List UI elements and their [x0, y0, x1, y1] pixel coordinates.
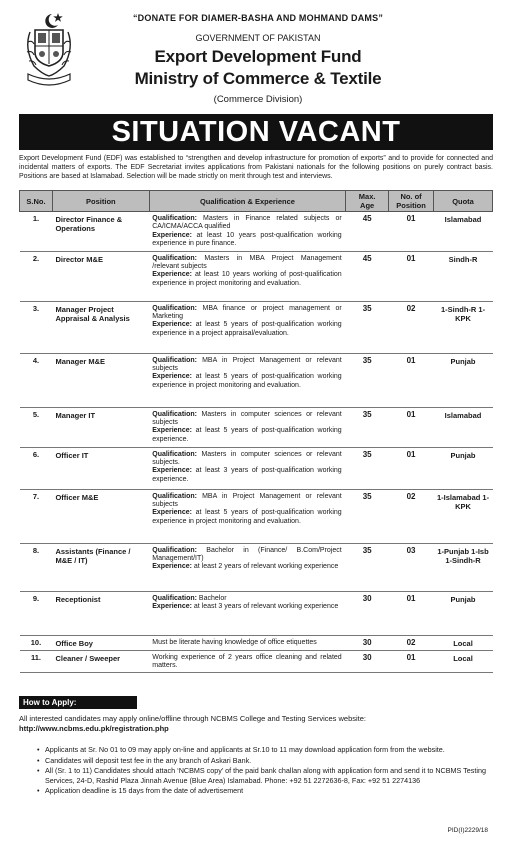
row-quota: 1-Sindh-R 1-KPK: [434, 301, 493, 353]
row-sno: 4.: [20, 353, 53, 407]
qualification-text: Masters in computer sciences or relevant subjects: [152, 410, 342, 427]
experience-label: Experience:: [152, 509, 192, 517]
row-sno: 1.: [20, 212, 53, 252]
intro-paragraph: Export Development Fund (EDF) was established to “strengthen and develop infrastructure for promotion of exports” and to provide for connected and incidental matters of exports. The EDF Secretariat invites applications from Pakistani nationals for the following positions on purely contract basis. Positions are based at Islamabad. Selection will be made strictly on merit through test and interviews.: [19, 155, 493, 180]
qualification-text: Working experience of 2 years office cleaning and related matters.: [152, 653, 342, 670]
organization-name: Export Development Fund: [154, 47, 362, 66]
qualification-text: Bachelor in (Finance/ B.Com/Project Management/IT): [152, 546, 342, 563]
row-qualification: [149, 301, 345, 353]
header-qualification: Qualification & Experience: [149, 191, 345, 212]
row-no-of-position: 01: [389, 650, 434, 673]
experience-text: at least 5 years of post-qualification working experience in project monitoring and evaluation.: [152, 509, 342, 525]
pid-number: PID(I)2229/18: [447, 827, 488, 834]
qualification-label: Qualification:: [152, 215, 197, 222]
row-qualification: [149, 251, 345, 301]
row-max-age: 35: [346, 353, 389, 407]
row-no-of-position: 01: [389, 591, 434, 635]
header-max-age: [346, 191, 389, 212]
situation-vacant-banner: SITUATION VACANT: [19, 114, 493, 150]
row-quota: Local: [434, 635, 493, 650]
row-position: Manager Project Appraisal & Analysis: [52, 301, 149, 353]
row-quota: Punjab: [434, 353, 493, 407]
row-quota: Islamabad: [434, 407, 493, 447]
row-max-age: 30: [346, 650, 389, 673]
table-row: [20, 543, 493, 591]
qualification-text: Masters in computer sciences or relevant subjects.: [152, 450, 342, 467]
table-row: [20, 650, 493, 673]
table-row: [20, 447, 493, 489]
row-max-age: 45: [346, 212, 389, 252]
header-count-line1: No. of: [400, 192, 422, 201]
row-quota: Punjab: [434, 591, 493, 635]
header: [0, 0, 516, 114]
row-max-age: 45: [346, 251, 389, 301]
row-qualification: [149, 650, 345, 673]
qualification-label: Qualification:: [152, 254, 197, 262]
experience-label: Experience:: [152, 373, 192, 381]
table-row: [20, 301, 493, 353]
row-quota: Local: [434, 650, 493, 673]
qualification-text: Masters in MBA Project Management /relevant subjects: [152, 254, 342, 271]
header-quota: Quota: [434, 191, 493, 212]
row-no-of-position: 01: [389, 447, 434, 489]
table-row: [20, 407, 493, 447]
row-quota: Islamabad: [434, 212, 493, 252]
slogan: “DONATE FOR DIAMER-BASHA AND MOHMAND DAMS”: [132, 13, 384, 23]
row-position: Officer IT: [52, 447, 149, 489]
government-name: GOVERNMENT OF PAKISTAN: [195, 33, 321, 43]
qualification-text: MBA in Project Management or relevant subjects: [152, 356, 342, 373]
qualification-text: MBA in Project Management or relevant subjects: [152, 492, 342, 509]
row-max-age: 30: [346, 635, 389, 650]
row-qualification: [149, 447, 345, 489]
experience-text: at least 10 years post-qualification working experience in pure finance.: [152, 231, 342, 248]
experience-text: at least 5 years of post-qualification working experience in a project appraisal/evaluation.: [152, 321, 342, 337]
row-max-age: 35: [346, 407, 389, 447]
row-position: Assistants (Finance / M&E / IT): [52, 543, 149, 591]
experience-text: at least 3 years of post-qualification working experience.: [152, 467, 342, 483]
qualification-label: Qualification:: [152, 304, 197, 312]
row-position: Director M&E: [52, 251, 149, 301]
experience-label: Experience:: [152, 467, 192, 475]
table-row: [20, 251, 493, 301]
row-no-of-position: 01: [389, 353, 434, 407]
table-header-row: [20, 191, 493, 212]
header-age-line1: Max.: [358, 192, 376, 201]
row-no-of-position: 01: [389, 251, 434, 301]
header-sno: S.No.: [20, 191, 53, 212]
qualification-text: Masters in Finance related subjects or CA/ICMA/ACCA qualified: [152, 215, 342, 231]
row-quota: 1-Islamabad 1-KPK: [434, 489, 493, 543]
header-no-of-position: [389, 191, 434, 212]
row-qualification: [149, 407, 345, 447]
table-row: [20, 489, 493, 543]
row-sno: 9.: [20, 591, 53, 635]
row-sno: 8.: [20, 543, 53, 591]
qualification-label: Qualification:: [152, 410, 197, 418]
ministry-name: Ministry of Commerce & Textile: [134, 69, 382, 88]
qualification-text: MBA finance or project management or Marketing: [152, 304, 342, 321]
apply-text: All interested candidates may apply online/offline through NCBMS College and Testing Services website:: [19, 714, 366, 723]
qualification-label: Qualification:: [152, 492, 197, 500]
how-to-apply-heading: How to Apply:: [19, 696, 137, 709]
row-qualification: [149, 489, 345, 543]
header-count-line2: Position: [396, 201, 426, 210]
qualification-label: Qualification:: [152, 594, 197, 602]
qualification-label: Qualification:: [152, 450, 197, 458]
qualification-text: Must be literate having knowledge of office etiquettes: [152, 638, 317, 646]
header-age-line2: Age: [360, 201, 375, 210]
table-row: [20, 635, 493, 650]
row-position: Officer M&E: [52, 489, 149, 543]
row-position: Director Finance & Operations: [52, 212, 149, 252]
experience-text: at least 5 years of post-qualification working experience in project monitoring and evaluation.: [152, 373, 342, 389]
row-sno: 2.: [20, 251, 53, 301]
row-max-age: 35: [346, 301, 389, 353]
row-position: Cleaner / Sweeper: [52, 650, 149, 673]
experience-label: Experience:: [152, 231, 192, 239]
row-no-of-position: 01: [389, 212, 434, 252]
row-max-age: 30: [346, 591, 389, 635]
experience-label: Experience:: [152, 321, 192, 329]
apply-instructions: [19, 714, 493, 734]
experience-text: at least 10 years working of post-qualification experience in project monitoring and evaluation.: [152, 271, 342, 287]
registration-link[interactable]: http://www.ncbms.edu.pk/registration.php: [19, 724, 169, 733]
row-quota: Punjab: [434, 447, 493, 489]
jobs-table: [19, 190, 493, 673]
row-sno: 5.: [20, 407, 53, 447]
qualification-text: Bachelor: [196, 594, 227, 602]
row-qualification: [149, 543, 345, 591]
row-sno: 6.: [20, 447, 53, 489]
row-qualification: [149, 353, 345, 407]
table-row: [20, 591, 493, 635]
header-position: Position: [52, 191, 149, 212]
qualification-label: Qualification:: [152, 546, 197, 554]
experience-label: Experience:: [152, 563, 192, 571]
experience-label: Experience:: [152, 271, 192, 279]
row-no-of-position: 03: [389, 543, 434, 591]
row-max-age: 35: [346, 447, 389, 489]
table-row: [20, 353, 493, 407]
note-item: • All (Sr. 1 to 11) Candidates should attach ‘NCBMS copy’ of the paid bank challan along with application form and send it to NCBMS Testing Services, 24-D, Rashid Plaza Jinnah Avenue (Blue Area) Islamabad. Phone: +92 51 2272636-8, Fax: +92 51 2274136: [37, 766, 487, 785]
experience-label: Experience:: [152, 427, 192, 435]
row-no-of-position: 02: [389, 301, 434, 353]
row-qualification: [149, 591, 345, 635]
row-max-age: 35: [346, 489, 389, 543]
row-qualification: [149, 635, 345, 650]
qualification-label: Qualification:: [152, 356, 197, 364]
row-position: Receptionist: [52, 591, 149, 635]
note-item: • Candidates will deposit test fee in the any branch of Askari Bank.: [37, 756, 487, 766]
table-row: [20, 212, 493, 252]
row-no-of-position: 01: [389, 407, 434, 447]
division-name: (Commerce Division): [213, 94, 303, 105]
experience-text: at least 3 years of relevant working experience: [191, 603, 339, 611]
row-no-of-position: 02: [389, 635, 434, 650]
row-no-of-position: 02: [389, 489, 434, 543]
row-position: Office Boy: [52, 635, 149, 650]
note-item: • Applicants at Sr. No 01 to 09 may apply on-line and applicants at Sr.10 to 11 may download application form from the website.: [37, 745, 487, 755]
row-sno: 3.: [20, 301, 53, 353]
experience-text: at least 2 years of relevant working experience: [191, 563, 339, 571]
row-quota: 1-Punjab 1-Isb 1-Sindh-R: [434, 543, 493, 591]
experience-text: at least 5 years of post-qualification working experience.: [152, 427, 342, 443]
row-position: Manager IT: [52, 407, 149, 447]
experience-label: Experience:: [152, 603, 192, 611]
row-sno: 10.: [20, 635, 53, 650]
row-sno: 7.: [20, 489, 53, 543]
row-max-age: 35: [346, 543, 389, 591]
row-quota: Sindh-R: [434, 251, 493, 301]
row-qualification: [149, 212, 345, 252]
row-sno: 11.: [20, 650, 53, 673]
application-notes: [37, 745, 487, 797]
row-position: Manager M&E: [52, 353, 149, 407]
note-item: • Application deadline is 15 days from the date of advertisement: [37, 786, 487, 796]
